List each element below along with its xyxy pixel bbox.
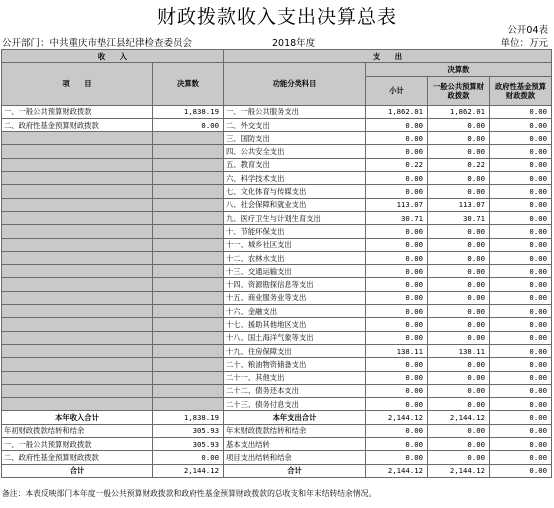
income-item-cell (2, 172, 153, 185)
income-value-cell: 0.00 (153, 451, 224, 464)
table-row (2, 291, 552, 304)
table-row (2, 344, 552, 357)
table-row (2, 438, 552, 451)
expense-item-cell: 合计 (224, 464, 366, 477)
fund-budget-cell: 0.00 (490, 251, 552, 264)
table-row (2, 464, 552, 477)
subtotal-cell: 0.00 (366, 238, 428, 251)
subtotal-cell: 0.00 (366, 265, 428, 278)
expense-item-cell: 五、教育支出 (224, 158, 366, 171)
income-value-cell (153, 225, 224, 238)
general-budget-cell: 0.00 (428, 225, 490, 238)
fund-budget-cell: 0.00 (490, 145, 552, 158)
income-item-cell (2, 278, 153, 291)
table-row (2, 278, 552, 291)
expense-header: 支 出 (224, 50, 552, 63)
income-item-cell (2, 305, 153, 318)
income-item-cell (2, 331, 153, 344)
item-header: 项 目 (2, 63, 153, 105)
income-item-cell: 二、政府性基金预算财政拨款 (2, 118, 153, 131)
general-budget-cell: 113.07 (428, 198, 490, 211)
table-row (2, 305, 552, 318)
general-budget-cell: 0.00 (428, 118, 490, 131)
income-value-cell (153, 371, 224, 384)
income-item-cell (2, 158, 153, 171)
income-value-cell (153, 344, 224, 357)
income-item-cell (2, 198, 153, 211)
expense-item-cell: 十八、国土海洋气象等支出 (224, 331, 366, 344)
table-row (2, 238, 552, 251)
table-row (2, 145, 552, 158)
subtotal-cell: 0.00 (366, 225, 428, 238)
fund-budget-cell: 0.00 (490, 438, 552, 451)
table-row (2, 424, 552, 437)
table-row (2, 384, 552, 397)
fund-budget-cell: 0.00 (490, 305, 552, 318)
subtotal-cell: 30.71 (366, 211, 428, 224)
income-item-cell (2, 145, 153, 158)
expense-item-cell: 十一、城乡社区支出 (224, 238, 366, 251)
fund-budget-cell: 0.00 (490, 411, 552, 424)
expense-item-cell: 十五、商业服务业等支出 (224, 291, 366, 304)
income-value-cell: 1,838.19 (153, 105, 224, 118)
fund-budget-cell: 0.00 (490, 358, 552, 371)
expense-item-cell: 十七、援助其他地区支出 (224, 318, 366, 331)
general-budget-cell: 0.22 (428, 158, 490, 171)
subtotal-cell: 138.11 (366, 344, 428, 357)
unit-label: 单位：万元 (500, 38, 548, 49)
income-item-cell (2, 318, 153, 331)
income-header: 收 入 (2, 50, 224, 63)
expense-item-cell: 十九、住房保障支出 (224, 344, 366, 357)
table-row (2, 251, 552, 264)
income-value-cell (153, 132, 224, 145)
table-row (2, 331, 552, 344)
general-budget-cell: 0.00 (428, 238, 490, 251)
fund-budget-cell: 0.00 (490, 371, 552, 384)
subtotal-header: 小计 (366, 76, 428, 105)
table-row (2, 411, 552, 424)
fund-budget-cell: 0.00 (490, 384, 552, 397)
income-value-cell (153, 278, 224, 291)
income-item-cell (2, 211, 153, 224)
table-row (2, 318, 552, 331)
table-row (2, 158, 552, 171)
fund-budget-cell: 0.00 (490, 158, 552, 171)
fund-budget-cell: 0.00 (490, 291, 552, 304)
fund-budget-cell: 0.00 (490, 118, 552, 131)
income-item-cell (2, 291, 153, 304)
income-value-cell: 2,144.12 (153, 464, 224, 477)
fund-budget-cell: 0.00 (490, 344, 552, 357)
table-row (2, 358, 552, 371)
table-row (2, 211, 552, 224)
expense-item-cell: 十二、农林水支出 (224, 251, 366, 264)
income-item-cell: 年初财政拨款结转和结余 (2, 424, 153, 437)
income-value-cell (153, 305, 224, 318)
expense-item-cell: 六、科学技术支出 (224, 172, 366, 185)
income-item-cell (2, 344, 153, 357)
income-value-cell (153, 265, 224, 278)
expense-item-cell: 基本支出结转 (224, 438, 366, 451)
expense-item-cell: 二十一、其他支出 (224, 371, 366, 384)
income-item-cell: 一、一般公共预算财政拨款 (2, 438, 153, 451)
general-budget-cell: 0.00 (428, 305, 490, 318)
income-item-cell (2, 265, 153, 278)
fund-budget-cell: 0.00 (490, 132, 552, 145)
income-item-cell (2, 251, 153, 264)
general-budget-cell: 138.11 (428, 344, 490, 357)
income-value-cell: 305.93 (153, 424, 224, 437)
table-row (2, 105, 552, 118)
general-budget-cell: 0.00 (428, 318, 490, 331)
expense-item-cell: 二十三、债务付息支出 (224, 398, 366, 411)
income-item-cell (2, 358, 153, 371)
income-value-cell (153, 185, 224, 198)
general-budget-cell: 1,862.01 (428, 105, 490, 118)
income-item-cell (2, 132, 153, 145)
subtotal-cell: 0.00 (366, 291, 428, 304)
table-body (2, 105, 552, 477)
general-budget-cell: 0.00 (428, 132, 490, 145)
subtotal-cell: 2,144.12 (366, 464, 428, 477)
fund-budget-cell: 0.00 (490, 172, 552, 185)
table-row (2, 265, 552, 278)
table-row (2, 172, 552, 185)
expense-item-cell: 十六、金融支出 (224, 305, 366, 318)
income-item-cell: 一、一般公共预算财政拨款 (2, 105, 153, 118)
subtotal-cell: 0.00 (366, 424, 428, 437)
subtotal-cell: 0.22 (366, 158, 428, 171)
subtotal-cell: 0.00 (366, 185, 428, 198)
income-value-cell (153, 145, 224, 158)
table-row (2, 225, 552, 238)
income-item-cell (2, 371, 153, 384)
general-budget-cell: 0.00 (428, 265, 490, 278)
general-budget-cell: 0.00 (428, 384, 490, 397)
fund-budget-cell: 0.00 (490, 225, 552, 238)
expense-item-cell: 七、文化体育与传媒支出 (224, 185, 366, 198)
fund-budget-header: 政府性基金预算财政拨款 (490, 76, 552, 105)
general-budget-cell: 0.00 (428, 251, 490, 264)
income-item-cell (2, 225, 153, 238)
subtotal-cell: 0.00 (366, 251, 428, 264)
fund-budget-cell: 0.00 (490, 398, 552, 411)
income-value-cell (153, 331, 224, 344)
form-code: 公开04表 (507, 25, 548, 36)
fund-budget-cell: 0.00 (490, 464, 552, 477)
expense-item-cell: 八、社会保障和就业支出 (224, 198, 366, 211)
general-budget-cell: 0.00 (428, 424, 490, 437)
subtotal-cell: 0.00 (366, 132, 428, 145)
expense-item-cell: 二、外交支出 (224, 118, 366, 131)
subtotal-cell: 0.00 (366, 358, 428, 371)
income-item-cell (2, 185, 153, 198)
subtotal-cell: 0.00 (366, 331, 428, 344)
subtotal-cell: 0.00 (366, 318, 428, 331)
income-value-cell (153, 384, 224, 397)
expense-item-cell: 四、公共安全支出 (224, 145, 366, 158)
subtotal-cell: 113.07 (366, 198, 428, 211)
subtotal-cell: 1,862.01 (366, 105, 428, 118)
general-budget-cell: 0.00 (428, 185, 490, 198)
table-row (2, 132, 552, 145)
subtotal-cell: 0.00 (366, 398, 428, 411)
subtotal-cell: 0.00 (366, 172, 428, 185)
table-row (2, 118, 552, 131)
subtotal-cell: 2,144.12 (366, 411, 428, 424)
expense-item-cell: 九、医疗卫生与计划生育支出 (224, 211, 366, 224)
general-budget-cell: 0.00 (428, 398, 490, 411)
income-value-cell: 1,838.19 (153, 411, 224, 424)
subtotal-cell: 0.00 (366, 438, 428, 451)
final-amount2-header: 决算数 (366, 63, 552, 76)
general-budget-cell: 0.00 (428, 145, 490, 158)
general-budget-cell: 2,144.12 (428, 464, 490, 477)
function-item-header: 功能分类科目 (224, 63, 366, 105)
fund-budget-cell: 0.00 (490, 451, 552, 464)
income-value-cell (153, 172, 224, 185)
expense-item-cell: 年末财政拨款结转和结余 (224, 424, 366, 437)
subtotal-cell: 0.00 (366, 145, 428, 158)
income-item-cell (2, 238, 153, 251)
income-item-cell (2, 398, 153, 411)
table-row (2, 198, 552, 211)
expense-item-cell: 三、国防支出 (224, 132, 366, 145)
income-value-cell (153, 318, 224, 331)
expense-item-cell: 十、节能环保支出 (224, 225, 366, 238)
subtotal-cell: 0.00 (366, 371, 428, 384)
general-budget-cell: 0.00 (428, 278, 490, 291)
general-budget-cell: 0.00 (428, 451, 490, 464)
income-value-cell (153, 358, 224, 371)
general-budget-cell: 2,144.12 (428, 411, 490, 424)
income-item-cell: 本年收入合计 (2, 411, 153, 424)
table-row (2, 398, 552, 411)
fund-budget-cell: 0.00 (490, 331, 552, 344)
subtotal-cell: 0.00 (366, 278, 428, 291)
page-title: 财政拨款收入支出决算总表 (156, 6, 397, 28)
general-budget-cell: 0.00 (428, 291, 490, 304)
general-budget-cell: 0.00 (428, 358, 490, 371)
expense-item-cell: 本年支出合计 (224, 411, 366, 424)
subtotal-cell: 0.00 (366, 451, 428, 464)
general-budget-cell: 0.00 (428, 371, 490, 384)
fund-budget-cell: 0.00 (490, 185, 552, 198)
expense-item-cell: 十四、资源勘探信息等支出 (224, 278, 366, 291)
fund-budget-cell: 0.00 (490, 238, 552, 251)
general-budget-cell: 30.71 (428, 211, 490, 224)
income-value-cell (153, 211, 224, 224)
fund-budget-cell: 0.00 (490, 105, 552, 118)
fund-budget-cell: 0.00 (490, 211, 552, 224)
fund-budget-cell: 0.00 (490, 318, 552, 331)
table-row (2, 185, 552, 198)
income-item-cell: 二、政府性基金预算财政拨款 (2, 451, 153, 464)
general-budget-cell: 0.00 (428, 331, 490, 344)
finance-table (1, 49, 552, 478)
income-item-cell (2, 384, 153, 397)
year-label: 2018年度 (272, 38, 316, 49)
fund-budget-cell: 0.00 (490, 265, 552, 278)
general-budget-cell: 0.00 (428, 438, 490, 451)
expense-item-cell: 项目支出结转和结余 (224, 451, 366, 464)
expense-item-cell: 二十、粮油物资储备支出 (224, 358, 366, 371)
expense-item-cell: 二十二、债务还本支出 (224, 384, 366, 397)
general-budget-cell: 0.00 (428, 172, 490, 185)
final-amount-header: 决算数 (153, 63, 224, 105)
department-label: 公开部门：中共重庆市垫江县纪律检查委员会 (2, 38, 193, 49)
income-item-cell: 合计 (2, 464, 153, 477)
income-value-cell: 305.93 (153, 438, 224, 451)
general-budget-header: 一般公共预算财政拨款 (428, 76, 490, 105)
table-row (2, 371, 552, 384)
income-value-cell (153, 398, 224, 411)
income-value-cell (153, 158, 224, 171)
fund-budget-cell: 0.00 (490, 424, 552, 437)
subtotal-cell: 0.00 (366, 384, 428, 397)
income-value-cell (153, 198, 224, 211)
fund-budget-cell: 0.00 (490, 278, 552, 291)
income-value-cell (153, 251, 224, 264)
fund-budget-cell: 0.00 (490, 198, 552, 211)
subtotal-cell: 0.00 (366, 305, 428, 318)
income-value-cell: 0.00 (153, 118, 224, 131)
income-value-cell (153, 238, 224, 251)
expense-item-cell: 一、一般公共服务支出 (224, 105, 366, 118)
income-value-cell (153, 291, 224, 304)
table-row (2, 451, 552, 464)
note: 备注：本表反映部门本年度一般公共预算财政拨款和政府性基金预算财政拨款的总收支和年末结转结余情况。 (2, 489, 377, 498)
subtotal-cell: 0.00 (366, 118, 428, 131)
expense-item-cell: 十三、交通运输支出 (224, 265, 366, 278)
